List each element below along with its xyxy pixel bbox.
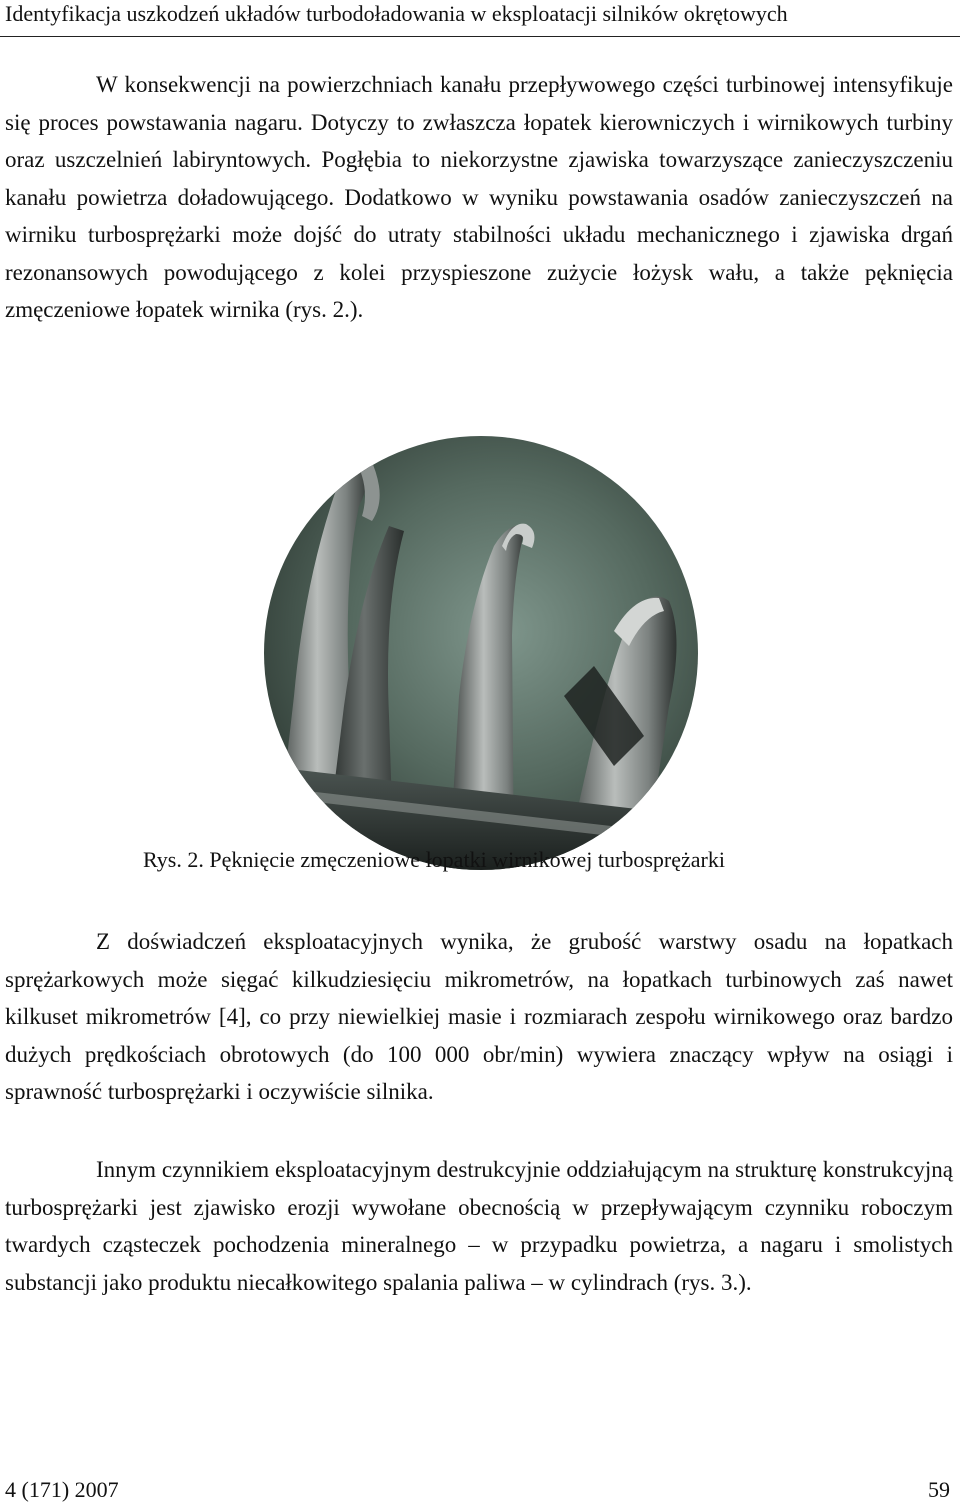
cracked-turbine-blade-photo-icon — [264, 436, 698, 870]
body-paragraph-1: W konsekwencji na powierzchniach kanału przepływowego części turbinowej intensyfikuje się proces powstawania nagaru. Dotyczy to zwłaszcza łopatek kierowniczych i wirnikowych turbiny oraz uszczelnień labiryntowych. Pogłębia to niekorzystne zjawiska towarzyszące zanieczyszczeniu kanału powietrza doładowującego. Dodatkowo w wyniku powstawania osadów zanieczyszczeń na wirniku turbosprężarki może dojść do utraty stabilności układu mechanicznego i zjawiska drgań rezonansowych powodującego z kolei przyspieszone zużycie łożysk wału, a także pęknięcia zmęczeniowe łopatek wirnika (rys. 2.). — [5, 72, 953, 322]
body-paragraph-3: Innym czynnikiem eksploatacyjnym destrukcyjnie oddziałującym na strukturę konstrukcyjną turbosprężarki jest zjawisko erozji wywołane obecnością w przepływającym czynniku roboczym twardych cząsteczek pochodzenia mineralnego – w przypadku powietrza, a nagaru i smolistych substancji jako produktu niecałkowitego spalania paliwa – w cylindrach (rys. 3.). — [5, 1157, 953, 1295]
footer-issue: 4 (171) 2007 — [5, 1477, 119, 1502]
running-header — [0, 0, 960, 37]
body-paragraph-2: Z doświadczeń eksploatacyjnych wynika, że grubość warstwy osadu na łopatkach sprężarkowych może sięgać kilkudziesięciu mikrometrów, na łopatkach turbinowych zaś nawet kilkuset mikrometrów [4], co przy niewielkiej masie i rozmiarach zespołu wirnikowego oraz bardzo dużych prędkościach obrotowych (do 100 000 obr/min) wywiera znaczący wpływ na osiągi i sprawność turbosprężarki i oczywiście silnika. — [5, 929, 953, 1104]
figure-photo — [264, 436, 698, 870]
figure-caption-text: Rys. 2. Pęknięcie zmęczeniowe łopatki wirnikowej turbosprężarki — [143, 847, 725, 872]
running-title: Identyfikacja uszkodzeń układów turbodoładowania w eksploatacji silników okrętowych — [5, 1, 788, 26]
footer-page-number: 59 — [928, 1477, 950, 1502]
